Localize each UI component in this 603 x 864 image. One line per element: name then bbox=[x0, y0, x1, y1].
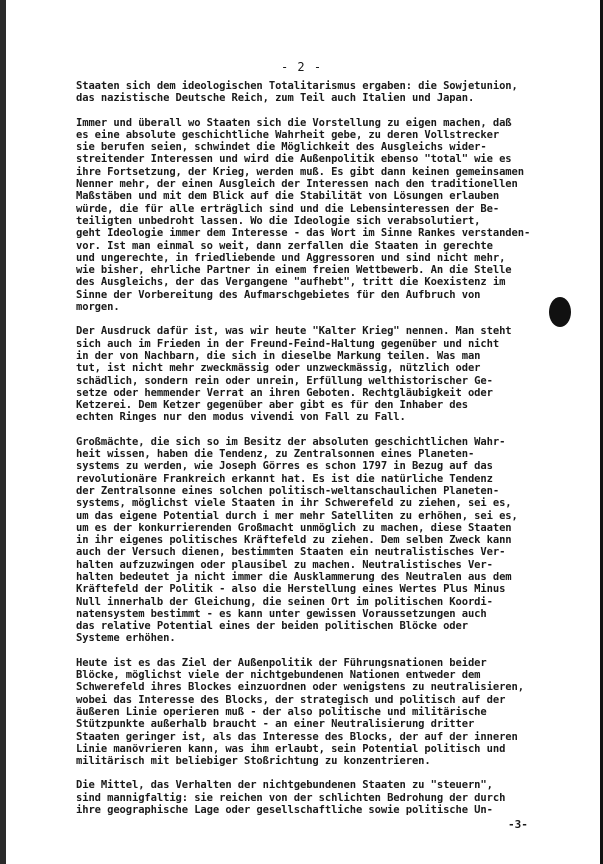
text-line: streitender Interessen und wird die Außenpolitik ebenso "total" wie es bbox=[76, 153, 512, 166]
text-line: schädlich, sondern rein oder unrein, Erfüllung welthistorischer Ge- bbox=[76, 374, 493, 387]
text-line: Großmächte, die sich so im Besitz der absoluten geschichtlichen Wahr- bbox=[76, 435, 506, 448]
text-line: Systeme erhöhen. bbox=[76, 632, 176, 645]
text-line: ihre geographische Lage oder gesellschaftliche sowie politische Un- bbox=[76, 804, 493, 817]
text-line: um es der konkurrierenden Großmacht unmöglich zu machen, diese Staaten bbox=[76, 521, 512, 534]
page-number: - 2 - bbox=[280, 60, 323, 74]
text-line: teiligten unbedroht lassen. Wo die Ideologie sich verabsolutiert, bbox=[76, 214, 481, 227]
text-line: wie bisher, ehrliche Partner in einem freien Wettbewerb. An die Stelle bbox=[76, 264, 512, 277]
text-line: das nazistische Deutsche Reich, zum Teil auch Italien und Japan. bbox=[76, 92, 475, 105]
paragraph bbox=[76, 436, 560, 645]
ink-blot-mark bbox=[549, 297, 571, 327]
text-line: Immer und überall wo Staaten sich die Vorstellung zu eigen machen, daß bbox=[76, 116, 512, 129]
paragraph bbox=[76, 779, 560, 816]
text-line: revolutionäre Frankreich erkannt hat. Es ist die natürliche Tendenz bbox=[76, 472, 493, 485]
text-line: halten bedeutet ja nicht immer die Ausklammerung des Neutralen aus dem bbox=[76, 570, 512, 583]
catchword-next-page: -3- bbox=[508, 818, 528, 831]
paragraph bbox=[76, 657, 560, 768]
text-line: echten Ringes nur den modus vivendi von Fall zu Fall. bbox=[76, 411, 406, 424]
text-line: Staaten geringer ist, als das Interesse des Blocks, der auf der inneren bbox=[76, 730, 518, 743]
text-line: Null innerhalb der Gleichung, die seinen Ort im politischen Koordi- bbox=[76, 595, 493, 608]
text-line: wobei das Interesse des Blocks, der strategisch und politisch auf der bbox=[76, 693, 506, 706]
text-line: setze oder hemmender Verrat an ihren Geboten. Rechtgläubigkeit oder bbox=[76, 386, 493, 399]
text-line: morgen. bbox=[76, 301, 120, 314]
text-line: des Ausgleichs, der das Vergangene "aufhebt", tritt die Koexistenz im bbox=[76, 276, 506, 289]
text-line: Schwerefeld ihres Blockes einzuordnen oder wenigstens zu neutralisieren, bbox=[76, 681, 524, 694]
text-line: Der Ausdruck dafür ist, was wir heute "Kalter Krieg" nennen. Man steht bbox=[76, 325, 512, 338]
text-line: Kräftefeld der Politik - also die Herstellung eines Wertes Plus Minus bbox=[76, 583, 506, 596]
text-line: systems, möglichst viele Staaten in ihr Schwerefeld zu ziehen, sei es, bbox=[76, 497, 512, 510]
text-line: sind mannigfaltig: sie reichen von der schlichten Bedrohung der durch bbox=[76, 791, 506, 804]
text-line: sich auch im Frieden in der Freund-Feind-Haltung gegenüber und nicht bbox=[76, 337, 500, 350]
text-line: Blöcke, möglichst viele der nichtgebundenen Nationen entweder dem bbox=[76, 669, 481, 682]
text-line: systems zu werden, wie Joseph Görres es schon 1797 in Bezug auf das bbox=[76, 460, 493, 473]
text-line: Stützpunkte außerhalb braucht - an einer Neutralisierung dritter bbox=[76, 718, 475, 731]
text-line: tut, ist nicht mehr zweckmässig oder unzweckmässig, nützlich oder bbox=[76, 362, 481, 375]
text-line: und ungerechte, in friedliebende und Aggressoren und sind nicht mehr, bbox=[76, 251, 506, 264]
document-body bbox=[76, 80, 560, 828]
text-line: Die Mittel, das Verhalten der nichtgebundenen Staaten zu "steuern", bbox=[76, 779, 493, 792]
text-line: Ketzerei. Dem Ketzer gegenüber aber gibt es für den Inhaber des bbox=[76, 399, 468, 412]
text-line: vor. Ist man einmal so weit, dann zerfallen die Staaten in gerechte bbox=[76, 239, 493, 252]
text-line: äußeren Linie operieren muß - der also politische und militärische bbox=[76, 705, 487, 718]
text-line: halten aufzuzwingen oder plausibel zu machen. Neutralistisches Ver- bbox=[76, 558, 493, 571]
text-line: Sinne der Vorbereitung des Aufmarschgebietes für den Aufbruch von bbox=[76, 288, 481, 301]
text-line: auch der Versuch dienen, bestimmten Staaten ein neutralistisches Ver- bbox=[76, 546, 506, 559]
text-line: Heute ist es das Ziel der Außenpolitik der Führungsnationen beider bbox=[76, 656, 487, 669]
text-line: heit wissen, haben die Tendenz, zu Zentralsonnen eines Planeten- bbox=[76, 448, 475, 461]
text-line: Maßstäben und mit dem Blick auf die Stabilität von Lösungen erlauben bbox=[76, 190, 500, 203]
paragraph bbox=[76, 117, 560, 314]
text-line: würde, die für alle erträglich sind und die Lebensinteressen der Be- bbox=[76, 202, 500, 215]
text-line: ihre Fortsetzung, der Krieg, werden muß. Es gibt dann keinen gemeinsamen bbox=[76, 165, 524, 178]
paragraph bbox=[76, 325, 560, 423]
text-line: in ihr eigenes politisches Kräftefeld zu ziehen. Dem selben Zweck kann bbox=[76, 534, 512, 547]
text-line: militärisch mit beliebiger Stoßrichtung zu konzentrieren. bbox=[76, 755, 431, 768]
text-line: Nenner mehr, der einen Ausgleich der Interessen nach den traditionellen bbox=[76, 178, 518, 191]
text-line: sie berufen seien, schwindet die Möglichkeit des Ausgleichs wider- bbox=[76, 141, 487, 154]
paragraph bbox=[76, 80, 560, 105]
text-line: Staaten sich dem ideologischen Totalitarismus ergaben: die Sowjetunion, bbox=[76, 80, 518, 92]
text-line: natensystem bestimmt - es kann unter gewissen Voraussetzungen auch bbox=[76, 607, 487, 620]
text-line: geht Ideologie immer dem Interesse - das Wort im Sinne Rankes verstanden- bbox=[76, 227, 531, 240]
text-line: in der von Nachbarn, die sich in dieselbe Markung teilen. Was man bbox=[76, 349, 481, 362]
text-line: das relative Potential eines der beiden politischen Blöcke oder bbox=[76, 620, 468, 633]
text-line: der Zentralsonne eines solchen politisch-weltanschaulichen Planeten- bbox=[76, 484, 500, 497]
text-line: Linie manövrieren kann, was ihm erlaubt, sein Potential politisch und bbox=[76, 742, 506, 755]
text-line: um das eigene Potential durch i mer mehr Satelliten zu erhöhen, sei es, bbox=[76, 509, 518, 522]
text-line: es eine absolute geschichtliche Wahrheit gebe, zu deren Vollstrecker bbox=[76, 128, 500, 141]
